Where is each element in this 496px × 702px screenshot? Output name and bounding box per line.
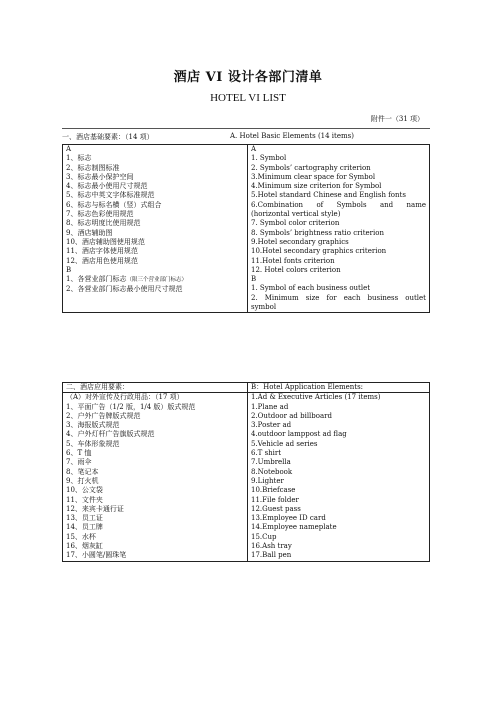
document-title: 酒店 VI 设计各部门清单 — [173, 70, 323, 85]
list-item: 11.Hotel fonts criterion — [251, 256, 335, 265]
list-item: 17.Ball pen — [251, 551, 292, 560]
list-item: 2、标志制图标准 — [66, 163, 120, 172]
application-elements-table — [62, 382, 430, 562]
list-item: 16.Ash tray — [251, 542, 292, 551]
annex-label: 附件一（31 项） — [370, 115, 424, 123]
list-item: 11、酒店字体使用规范 — [66, 247, 138, 256]
list-item: 6、T 恤 — [66, 449, 92, 458]
basic-elements-en-cell — [248, 145, 430, 313]
list-item: 13、员工证 — [66, 514, 103, 523]
section-1-heading-cn: 一、酒店基础要素：（14 项） — [62, 133, 154, 141]
list-item: 7. Symbol color criterion — [251, 219, 340, 228]
list-item: 5、车体形象规范 — [66, 439, 120, 448]
list-item: 14.Employee nameplate — [251, 523, 337, 532]
list-item: 5、标志中英文字体标准规范 — [66, 191, 155, 200]
list-item-text: 1、各营业部门标志 — [66, 275, 127, 284]
table-row — [63, 145, 430, 313]
basic-elements-table — [62, 144, 430, 313]
list-item: 7.Umbrella — [251, 458, 291, 467]
list-item: 2、户外广告牌版式规范 — [66, 411, 141, 420]
list-item: 8.Notebook — [251, 467, 293, 476]
list-item: 12. Hotel colors criterion — [251, 265, 341, 274]
list-item: 6.T shirt — [251, 449, 282, 458]
list-item: 10.Hotel secondary graphics criterion — [251, 247, 387, 256]
list-item: A — [251, 145, 257, 153]
list-item: 9.Hotel secondary graphics — [251, 237, 349, 246]
list-item: 5.Hotel standard Chinese and English fonts — [251, 191, 406, 200]
application-heading-en: B：Hotel Application Elements: — [248, 383, 430, 393]
list-item: 9.Lighter — [251, 476, 284, 485]
list-item-continuation: (horizontal vertical style) — [251, 210, 341, 219]
list-item: 3.Poster ad — [251, 421, 292, 430]
list-item: 1.Plane ad — [251, 402, 289, 411]
list-item: 11、文件夹 — [66, 495, 103, 504]
list-item-note: （限三个营业部门标志） — [126, 277, 187, 284]
list-item: A — [66, 145, 72, 153]
list-item: 4.outdoor lamppost ad flag — [251, 430, 347, 439]
list-item: 7、标志色彩使用规范 — [66, 210, 134, 219]
list-item: 5.Vehicle ad series — [251, 439, 318, 448]
list-item: 14、员工牌 — [66, 523, 103, 532]
list-item: 8. Symbols’ brightness ratio criterion — [251, 228, 384, 237]
list-item: 1. Symbol of each business outlet — [251, 284, 371, 293]
list-item: 9、打火机 — [66, 476, 99, 485]
header-divider — [62, 128, 430, 129]
table-row — [63, 393, 430, 561]
list-item: 4、户外灯杆广告旗版式规范 — [66, 430, 155, 439]
list-item: 10.Briefcase — [251, 486, 296, 495]
list-item: 10、公文袋 — [66, 486, 103, 495]
list-item: B — [66, 265, 72, 274]
list-item: 2.Outdoor ad billboard — [251, 411, 332, 420]
list-item: 12.Guest pass — [251, 504, 301, 513]
list-item: 2. Minimum size for each business outlet — [251, 293, 426, 302]
list-item: 2、各营业部门标志最小使用尺寸规范 — [66, 285, 183, 294]
list-item: 2. Symbols’ cartography criterion — [251, 163, 371, 172]
list-item-continuation: symbol — [251, 303, 277, 312]
list-item: 1、平面广告（1/2 版，1/4 版）版式规范 — [66, 402, 196, 411]
list-item: 4.Minimum size criterion for Symbol — [251, 182, 382, 191]
application-heading-cn: 二、酒店应用要素： — [63, 383, 248, 393]
list-item: 16、烟灰缸 — [66, 542, 103, 551]
list-item: 1.Ad & Executive Articles (17 items) — [251, 393, 381, 402]
list-item: 7、雨伞 — [66, 458, 92, 467]
list-item: 13.Employee ID card — [251, 514, 326, 523]
list-item — [66, 275, 244, 285]
list-item: 3、海报版式规范 — [66, 421, 120, 430]
list-item: 17、小圆笔/圆珠笔 — [66, 551, 127, 560]
list-item: 1、标志 — [66, 154, 92, 163]
application-elements-cn-cell — [63, 393, 248, 561]
list-item: （A）对外宣传及行政用品：（17 项） — [66, 393, 184, 402]
list-item: 3、标志最小保护空间 — [66, 172, 134, 181]
document-subtitle: HOTEL VI LIST — [210, 92, 286, 104]
section-1-heading-en: A. Hotel Basic Elements (14 items) — [230, 132, 354, 140]
list-item: 9、酒店辅助图 — [66, 228, 113, 237]
list-item: 15.Cup — [251, 532, 277, 541]
list-item: 6.Combination of Symbols and name — [251, 200, 426, 209]
list-item: 6、标志与标名横（竖）式组合 — [66, 200, 162, 209]
list-item: 15、水杯 — [66, 532, 96, 541]
list-item: 8、笔记本 — [66, 467, 99, 476]
list-item: 3.Minimum clear space for Symbol — [251, 172, 376, 181]
list-item: 12、来宾卡通行证 — [66, 504, 124, 513]
list-item: 8、标志明度比使用规范 — [66, 219, 141, 228]
section-1-heading — [62, 132, 430, 144]
list-item: 12、酒店用色使用规范 — [66, 256, 138, 265]
application-elements-en-cell — [248, 393, 430, 561]
basic-elements-cn-cell — [63, 145, 248, 313]
list-item: 11.File folder — [251, 495, 299, 504]
list-item: 4、标志最小使用尺寸规范 — [66, 182, 148, 191]
list-item: B — [251, 275, 257, 284]
list-item: 10、酒店辅助图使用规范 — [66, 237, 145, 246]
list-item: 1. Symbol — [251, 154, 287, 163]
table-header-row — [63, 383, 430, 393]
